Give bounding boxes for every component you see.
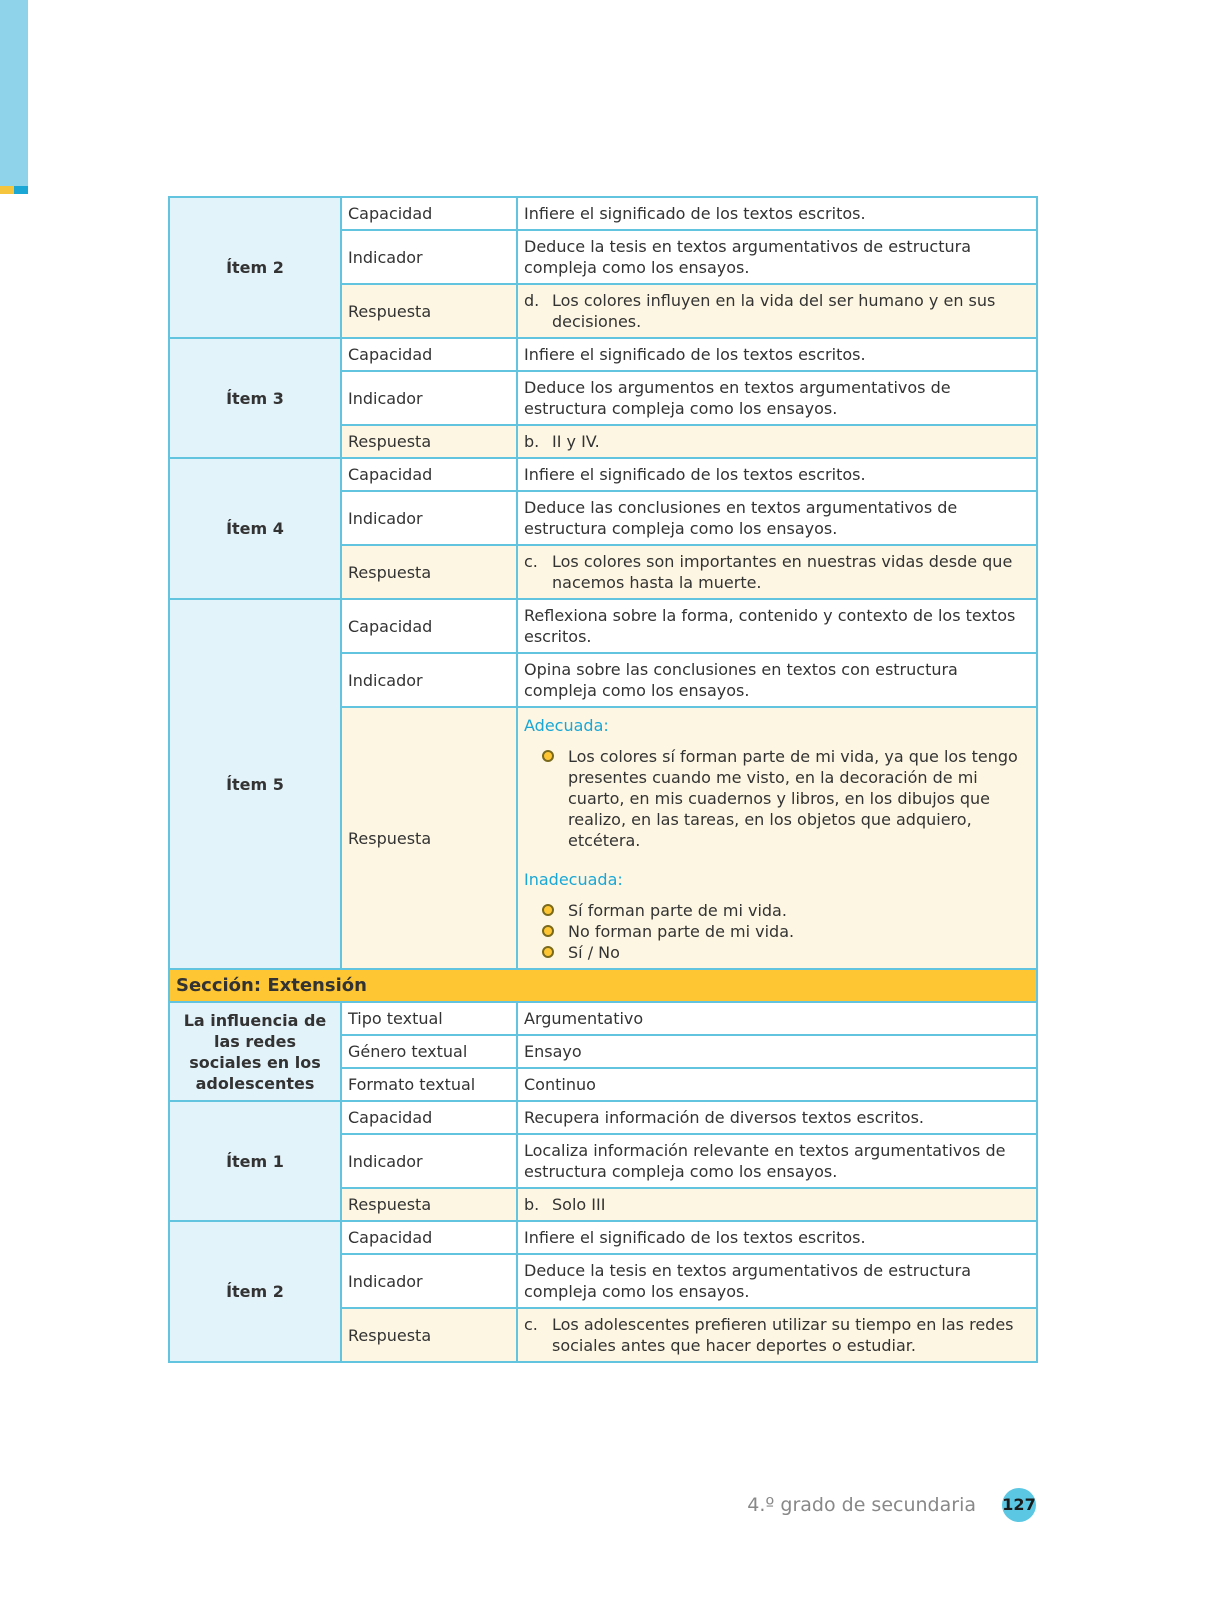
grade-label: 4.º grado de secundaria bbox=[747, 1494, 976, 1516]
row-label-tipo: Tipo textual bbox=[341, 1002, 517, 1035]
row-label-respuesta: Respuesta bbox=[341, 284, 517, 338]
row-label-indicador: Indicador bbox=[341, 1134, 517, 1188]
answer-letter: b. bbox=[524, 432, 540, 451]
side-tab-stripe bbox=[0, 186, 28, 194]
answer-letter: d. bbox=[524, 291, 540, 310]
row-label-capacidad: Capacidad bbox=[341, 197, 517, 230]
row-label-capacidad: Capacidad bbox=[341, 1221, 517, 1254]
list-item bbox=[524, 746, 1030, 851]
row-label-indicador: Indicador bbox=[341, 230, 517, 284]
row-label-capacidad: Capacidad bbox=[341, 458, 517, 491]
row-label-respuesta: Respuesta bbox=[341, 425, 517, 458]
list-item-text: Los colores sí forman parte de mi vida, ya que los tengo presentes cuando me visto, en la decoración de mi cuarto, en mis cuadernos y libros, en los dibujos que realizo, en las tareas, en los objetos que adquiero, etcétera. bbox=[568, 747, 1018, 850]
respuesta-value bbox=[517, 284, 1037, 338]
answer-letter: c. bbox=[524, 1315, 538, 1334]
list-item bbox=[524, 900, 1030, 921]
table-row bbox=[169, 338, 1037, 371]
table-row bbox=[169, 969, 1037, 1002]
bullet-circle-icon bbox=[542, 904, 554, 916]
capacidad-value: Infiere el significado de los textos escritos. bbox=[517, 1221, 1037, 1254]
row-label-capacidad: Capacidad bbox=[341, 1101, 517, 1134]
capacidad-value: Recupera información de diversos textos escritos. bbox=[517, 1101, 1037, 1134]
capacidad-value: Infiere el significado de los textos escritos. bbox=[517, 338, 1037, 371]
capacidad-value: Infiere el significado de los textos escritos. bbox=[517, 197, 1037, 230]
indicador-value: Deduce la tesis en textos argumentativos de estructura compleja como los ensayos. bbox=[517, 230, 1037, 284]
page-number-badge: 127 bbox=[1002, 1488, 1036, 1522]
genero-value: Ensayo bbox=[517, 1035, 1037, 1068]
row-label-genero: Género textual bbox=[341, 1035, 517, 1068]
list-item-text: Sí / No bbox=[568, 943, 620, 962]
answer-text: Los colores son importantes en nuestras vidas desde que nacemos hasta la muerte. bbox=[552, 552, 1013, 592]
answer-letter: b. bbox=[524, 1195, 540, 1214]
answer-text: II y IV. bbox=[552, 432, 600, 451]
answer-text: Los colores influyen en la vida del ser humano y en sus decisiones. bbox=[552, 291, 996, 331]
row-label-indicador: Indicador bbox=[341, 371, 517, 425]
adecuada-heading: Adecuada: bbox=[524, 716, 609, 735]
list-item-text: Sí forman parte de mi vida. bbox=[568, 901, 787, 920]
row-label-indicador: Indicador bbox=[341, 653, 517, 707]
item-label: Ítem 4 bbox=[169, 458, 341, 599]
row-label-respuesta: Respuesta bbox=[341, 545, 517, 599]
respuesta-value bbox=[517, 1188, 1037, 1221]
side-tab-decoration bbox=[0, 0, 28, 186]
bullet-circle-icon bbox=[542, 750, 554, 762]
row-label-formato: Formato textual bbox=[341, 1068, 517, 1101]
respuesta-value bbox=[517, 545, 1037, 599]
indicador-value: Deduce la tesis en textos argumentativos de estructura compleja como los ensayos. bbox=[517, 1254, 1037, 1308]
inadecuada-heading: Inadecuada: bbox=[524, 870, 623, 889]
row-label-capacidad: Capacidad bbox=[341, 599, 517, 653]
row-label-respuesta: Respuesta bbox=[341, 1188, 517, 1221]
indicador-value: Localiza información relevante en textos argumentativos de estructura compleja como los ensayos. bbox=[517, 1134, 1037, 1188]
list-item-text: No forman parte de mi vida. bbox=[568, 922, 795, 941]
item-label: Ítem 5 bbox=[169, 599, 341, 969]
row-label-respuesta: Respuesta bbox=[341, 1308, 517, 1362]
answer-letter: c. bbox=[524, 552, 538, 571]
item-label: Ítem 3 bbox=[169, 338, 341, 458]
bullet-circle-icon bbox=[542, 946, 554, 958]
row-label-capacidad: Capacidad bbox=[341, 338, 517, 371]
row-label-indicador: Indicador bbox=[341, 1254, 517, 1308]
list-item bbox=[524, 921, 1030, 942]
bullet-circle-icon bbox=[542, 925, 554, 937]
page-footer bbox=[747, 1488, 1036, 1522]
table-row bbox=[169, 458, 1037, 491]
table-row bbox=[169, 1221, 1037, 1254]
table-row bbox=[169, 1002, 1037, 1035]
row-label-indicador: Indicador bbox=[341, 491, 517, 545]
respuesta-value bbox=[517, 1308, 1037, 1362]
capacidad-value: Infiere el significado de los textos escritos. bbox=[517, 458, 1037, 491]
capacidad-value: Reflexiona sobre la forma, contenido y contexto de los textos escritos. bbox=[517, 599, 1037, 653]
table-row bbox=[169, 1101, 1037, 1134]
list-item bbox=[524, 942, 1030, 963]
table-row bbox=[169, 197, 1037, 230]
respuesta-value bbox=[517, 707, 1037, 969]
row-label-respuesta: Respuesta bbox=[341, 707, 517, 969]
indicador-value: Deduce los argumentos en textos argumentativos de estructura compleja como los ensayos. bbox=[517, 371, 1037, 425]
evaluation-table bbox=[168, 196, 1038, 1363]
answer-text: Solo III bbox=[552, 1195, 606, 1214]
item-label: Ítem 1 bbox=[169, 1101, 341, 1221]
answer-text: Los adolescentes prefieren utilizar su tiempo en las redes sociales antes que hacer deportes o estudiar. bbox=[552, 1315, 1014, 1355]
item-label: Ítem 2 bbox=[169, 197, 341, 338]
respuesta-value bbox=[517, 425, 1037, 458]
inadecuada-list bbox=[524, 900, 1030, 963]
formato-value: Continuo bbox=[517, 1068, 1037, 1101]
text-title: La influencia de las redes sociales en los adolescentes bbox=[169, 1002, 341, 1101]
indicador-value: Opina sobre las conclusiones en textos con estructura compleja como los ensayos. bbox=[517, 653, 1037, 707]
tipo-value: Argumentativo bbox=[517, 1002, 1037, 1035]
adecuada-list bbox=[524, 746, 1030, 851]
item-label: Ítem 2 bbox=[169, 1221, 341, 1362]
indicador-value: Deduce las conclusiones en textos argumentativos de estructura compleja como los ensayos. bbox=[517, 491, 1037, 545]
section-title: Sección: Extensión bbox=[169, 969, 1037, 1002]
table-row bbox=[169, 599, 1037, 653]
